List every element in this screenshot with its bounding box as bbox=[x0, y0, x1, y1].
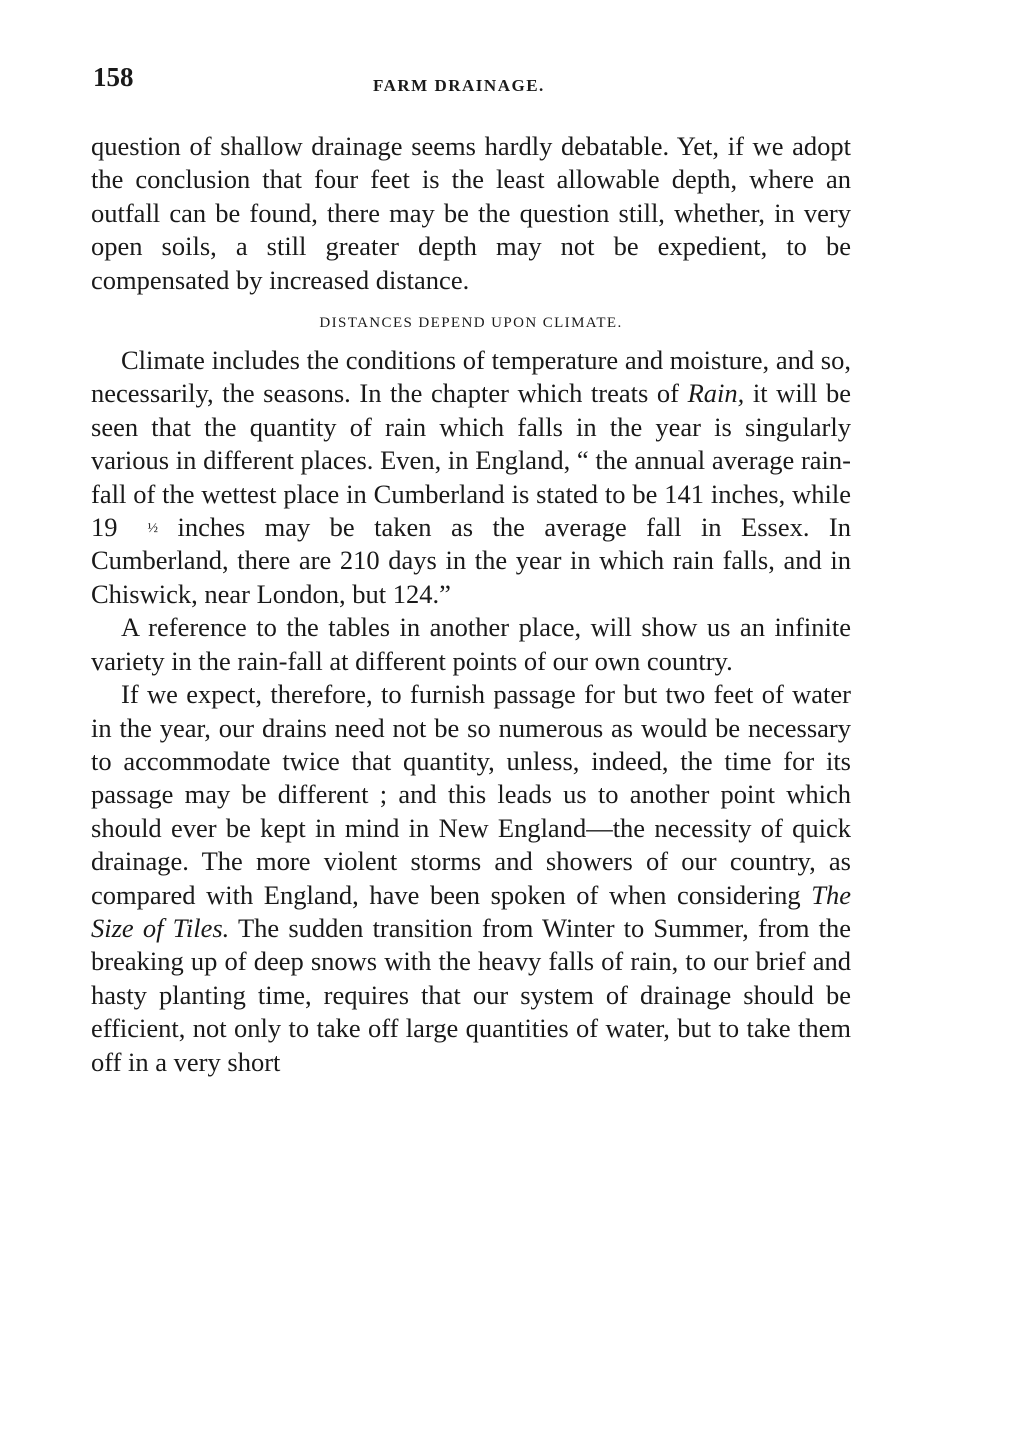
paragraph-quick-drainage bbox=[91, 678, 851, 1079]
book-page bbox=[91, 62, 851, 1079]
paragraph-text: If we expect, therefore, to furnish passage for but two feet of water in the year, our drains need not be so numerous as would be necessary to accommodate twice that quantity, unless, indeed, the time for its passage may be different ; and this leads us to another point which should ever be kept in mind in New England—the necessity of quick drainage. The more violent storms and showers of our country, as compared with England, have been spoken of when considering bbox=[91, 679, 851, 910]
paragraph-climate bbox=[91, 344, 851, 611]
paragraph-text: it will be seen that the quantity of rain which falls in the year is singularly various in different places. Even, in England, “ the annual average rain-fall of the wettest place in Cumberland is stated to be 141 inches, while 19 bbox=[91, 378, 852, 543]
paragraph-text: Climate includes the conditions of temperature and moisture, and so, necessarily, the seasons. In the chapter which treats of bbox=[91, 345, 851, 409]
running-title: FARM DRAINAGE. bbox=[373, 76, 545, 95]
italic-reference-tiles: The Size of Tiles. bbox=[91, 879, 851, 943]
paragraph-text: inches may be taken as the average fall in Essex. In Cumberland, there are 210 days in the year in which rain falls, and in Chiswick, near London, but 124.” bbox=[91, 512, 851, 609]
paragraph-reference: A reference to the tables in another place, will show us an infinite variety in the rain-fall at different points of our own country. bbox=[91, 612, 851, 676]
page-number: 158 bbox=[93, 62, 134, 92]
paragraph-continuation: question of shallow drainage seems hardly debatable. Yet, if we adopt the conclusion that four feet is the least allowable depth, where an outfall can be found, there may be the question still, whether, in very open soils, a still greater depth may not be expedient, to be compensated by increased distance. bbox=[91, 131, 851, 295]
paragraph-text: The sudden transition from Winter to Summer, from the breaking up of deep snows with the heavy falls of rain, to our brief and hasty planting time, requires that our system of drainage should be efficient, not only to take off large quantities of water, but to take them off in a very short bbox=[91, 912, 851, 1077]
body-text bbox=[91, 130, 851, 1079]
running-head bbox=[91, 62, 851, 102]
italic-reference-rain: Rain, bbox=[687, 378, 745, 409]
section-heading: DISTANCES DEPEND UPON CLIMATE. bbox=[319, 315, 623, 332]
fraction-half: ½ bbox=[147, 521, 158, 537]
